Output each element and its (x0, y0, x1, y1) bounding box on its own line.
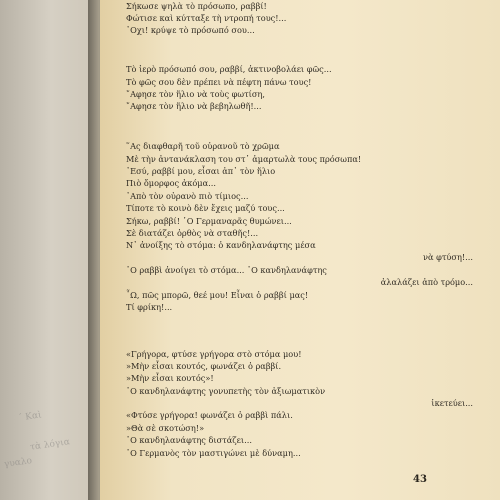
verse-line: ῏Ω, πῶς μπορῶ, θεέ μου! Εἶναι ὁ ραββί μας! (126, 290, 309, 300)
verse-line: »Μὴν εἶσαι κουτός, φωνάζει ὁ ραββί. (126, 361, 282, 371)
verse-line: ῎Αφησε τὸν ἥλιο νὰ τοὺς φωτίση, (126, 89, 265, 99)
verse-line: ᾿Εσύ, ραββί μου, εἶσαι ἀπ᾿ τὸν ἥλιο (126, 166, 276, 176)
page-number: 43 (413, 474, 427, 485)
verse-line: ῾Ο κανδηλανάφτης γονυπετὴς τὸν ἀξιωματικὸν (126, 386, 326, 396)
verse-line: ῾Ο κανδηλανάφτης διστάζει... (126, 435, 252, 445)
verse-line-indented: ἱκετεύει... (431, 398, 473, 408)
faded-handwriting: γυαλο (3, 456, 33, 470)
verse-line: ῾Ο ραββὶ ἀνοίγει τὸ στόμα... ῾Ο κανδηλανάφτης (126, 265, 327, 275)
verse-line: Τί φρίκη!... (126, 302, 173, 312)
verse-line-indented: νὰ φτύση!... (423, 252, 473, 262)
verse-line: Σήκωσε ψηλὰ τὸ πρόσωπο, ραββί! (126, 1, 267, 11)
verse-line: Σήκω, ραββί! ῾Ο Γερμαναρᾶς θυμώνει... (126, 216, 292, 226)
verse-line: Τὸ φῶς σου δὲν πρέπει νὰ πέφτη πάνω τους! (126, 77, 312, 87)
book-page (100, 0, 500, 500)
verse-line: ᾿Οχι! κρύψε τὸ πρόσωπό σου... (126, 25, 255, 35)
verse-line: Τὸ ἱερὸ πρόσωπό σου, ραββί, ἀκτινοβολάει φῶς... (126, 64, 332, 74)
verse-line: ᾿Απὸ τὸν οὐρανὸ πιὸ τίμιος... (126, 191, 249, 201)
verse-line: »Μὴν εἶσαι κουτός»! (126, 373, 214, 383)
verse-line: «Φτύσε γρήγορα! φωνάζει ὁ ραββὶ πάλι. (126, 410, 293, 420)
verse-line: Φώτισε καὶ κύτταξε τὴ ντροπή τους!... (126, 13, 287, 23)
verse-line: ῞Ας διαφθαρῆ τοῦ οὐρανοῦ τὸ χρῶμα (126, 141, 280, 151)
verse-line: Μὲ τὴν ἀντανάκλαση του στ᾿ ἁμαρτωλὰ τους πρόσωπα! (126, 154, 362, 164)
verse-line: Σὲ διατάζει ὀρθὸς νὰ σταθῆς!... (126, 228, 259, 238)
facing-page (0, 0, 92, 500)
verse-line: Τίποτε τὸ κοινὸ δὲν ἔχεις μαζύ τους... (126, 203, 285, 213)
faded-handwriting: ΄ Καὶ (17, 410, 43, 424)
verse-line: ῎Αφησε τὸν ἥλιο νὰ βεβηλωθῆ!... (126, 101, 262, 111)
verse-line: ῾Ο Γερμανὸς τὸν μαστιγώνει μὲ δύναμη... (126, 448, 301, 458)
verse-line: »Θὰ σὲ σκοτώση!» (126, 423, 205, 433)
verse-line-indented: ἀλαλάζει ἀπὸ τρόμο... (380, 277, 473, 287)
verse-line: Ν᾿ ἀνοίξης τὸ στόμα: ὁ κανδηλανάφτης μέσα (126, 240, 316, 250)
verse-line: Πιὸ ὄμορφος ἀκόμα... (126, 178, 216, 188)
verse-line: «Γρήγορα, φτύσε γρήγορα στὸ στόμα μου! (126, 349, 302, 359)
faded-handwriting: τὰ λόγια (29, 437, 71, 453)
